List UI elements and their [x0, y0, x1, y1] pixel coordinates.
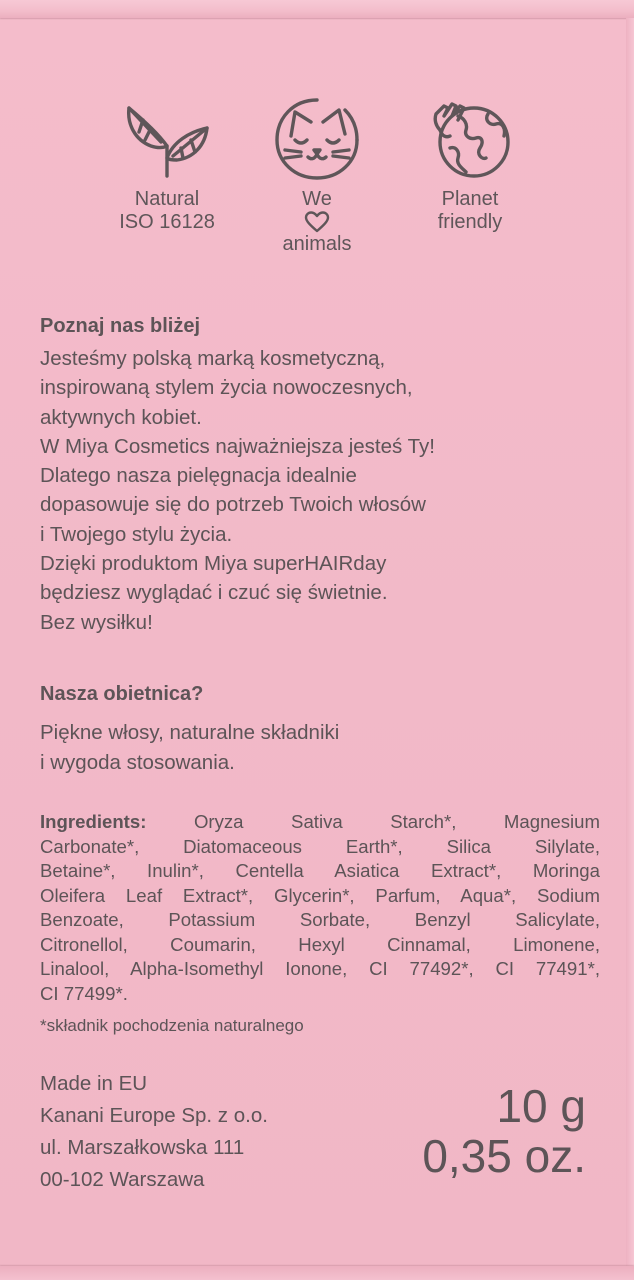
address-line: ul. Marszałkowska 111 [40, 1136, 245, 1159]
heart-icon [304, 211, 330, 233]
badge-animals-line2: animals [282, 233, 352, 255]
manufacturer-address [40, 1068, 268, 1196]
address-line: 00-102 Warszawa [40, 1168, 205, 1191]
badge-natural-line1: Natural [134, 188, 200, 210]
promise-heading: Nasza obietnica? [40, 683, 204, 705]
badge-planet-line1: Planet [441, 188, 499, 210]
about-section [40, 312, 600, 637]
about-line: będziesz wyglądać i czuć się świetnie. [40, 581, 388, 605]
badge-animals [242, 96, 392, 256]
ingredients-line: Citronellol, Coumarin, Hexyl Cinnamal, Limonene, [40, 933, 600, 955]
globe-hand-icon [424, 96, 516, 182]
box-top-edge [0, 0, 634, 18]
ingredients-line: Linalool, Alpha-Isomethyl Ionone, CI 77492*, CI 77491*, [40, 958, 600, 979]
badge-planet-line2: friendly [437, 211, 503, 233]
about-line: i Twojego stylu życia. [40, 522, 233, 546]
promise-line: i wygoda stosowania. [40, 751, 235, 774]
about-line: Bez wysiłku! [40, 610, 153, 634]
cat-icon [271, 96, 363, 182]
ingredients-label: Ingredients: [40, 811, 147, 832]
about-line: Dlatego nasza pielęgnacja idealnie [40, 464, 357, 488]
promise-line: Piękne włosy, naturalne składniki [40, 721, 340, 744]
badge-animals-line1: We [302, 188, 332, 210]
ingredients-line: Carbonate*, Diatomaceous Earth*, Silica Silylate, [40, 835, 600, 857]
about-line: dopasowuje się do potrzeb Twoich włosów [40, 493, 426, 517]
badge-planet [395, 96, 545, 234]
badge-natural-line2: ISO 16128 [119, 211, 215, 233]
badge-animals-label [242, 188, 392, 256]
badge-planet-label [395, 188, 545, 234]
about-line: inspirowaną stylem życia nowoczesnych, [40, 376, 413, 400]
net-weight-metric: 10 g [496, 1080, 586, 1132]
box-bottom-edge [0, 1266, 634, 1280]
ingredients-line: CI 77499*. [40, 982, 128, 1004]
ingredients-list [40, 810, 600, 1006]
about-line: aktywnych kobiet. [40, 405, 202, 429]
about-text [40, 344, 600, 637]
net-weight [422, 1082, 586, 1182]
ingredients-line: Oryza Sativa Starch*, Magnesium [193, 811, 601, 832]
about-heading: Poznaj nas bliżej [40, 315, 201, 337]
about-line: W Miya Cosmetics najważniejsza jesteś Ty! [40, 434, 435, 458]
ingredients-line: Benzoate, Potassium Sorbate, Benzyl Salicylate, [40, 909, 600, 930]
ingredients-footnote: *składnik pochodzenia naturalnego [40, 1016, 304, 1035]
badge-natural [92, 96, 242, 234]
address-line: Kanani Europe Sp. z o.o. [40, 1104, 268, 1127]
address-line: Made in EU [40, 1072, 148, 1095]
ingredients-line: Oleifera Leaf Extract*, Glycerin*, Parfum, Aqua*, Sodium [40, 884, 600, 906]
badge-row [0, 96, 634, 255]
badge-natural-label [92, 188, 242, 234]
about-line: Jesteśmy polską marką kosmetyczną, [40, 347, 386, 370]
leaves-icon [121, 96, 213, 182]
ingredients-line: Betaine*, Inulin*, Centella Asiatica Extract*, Moringa [40, 860, 600, 881]
net-weight-imperial: 0,35 oz. [422, 1130, 586, 1182]
about-line: Dzięki produktom Miya superHAIRday [40, 552, 387, 576]
promise-text [40, 718, 339, 778]
